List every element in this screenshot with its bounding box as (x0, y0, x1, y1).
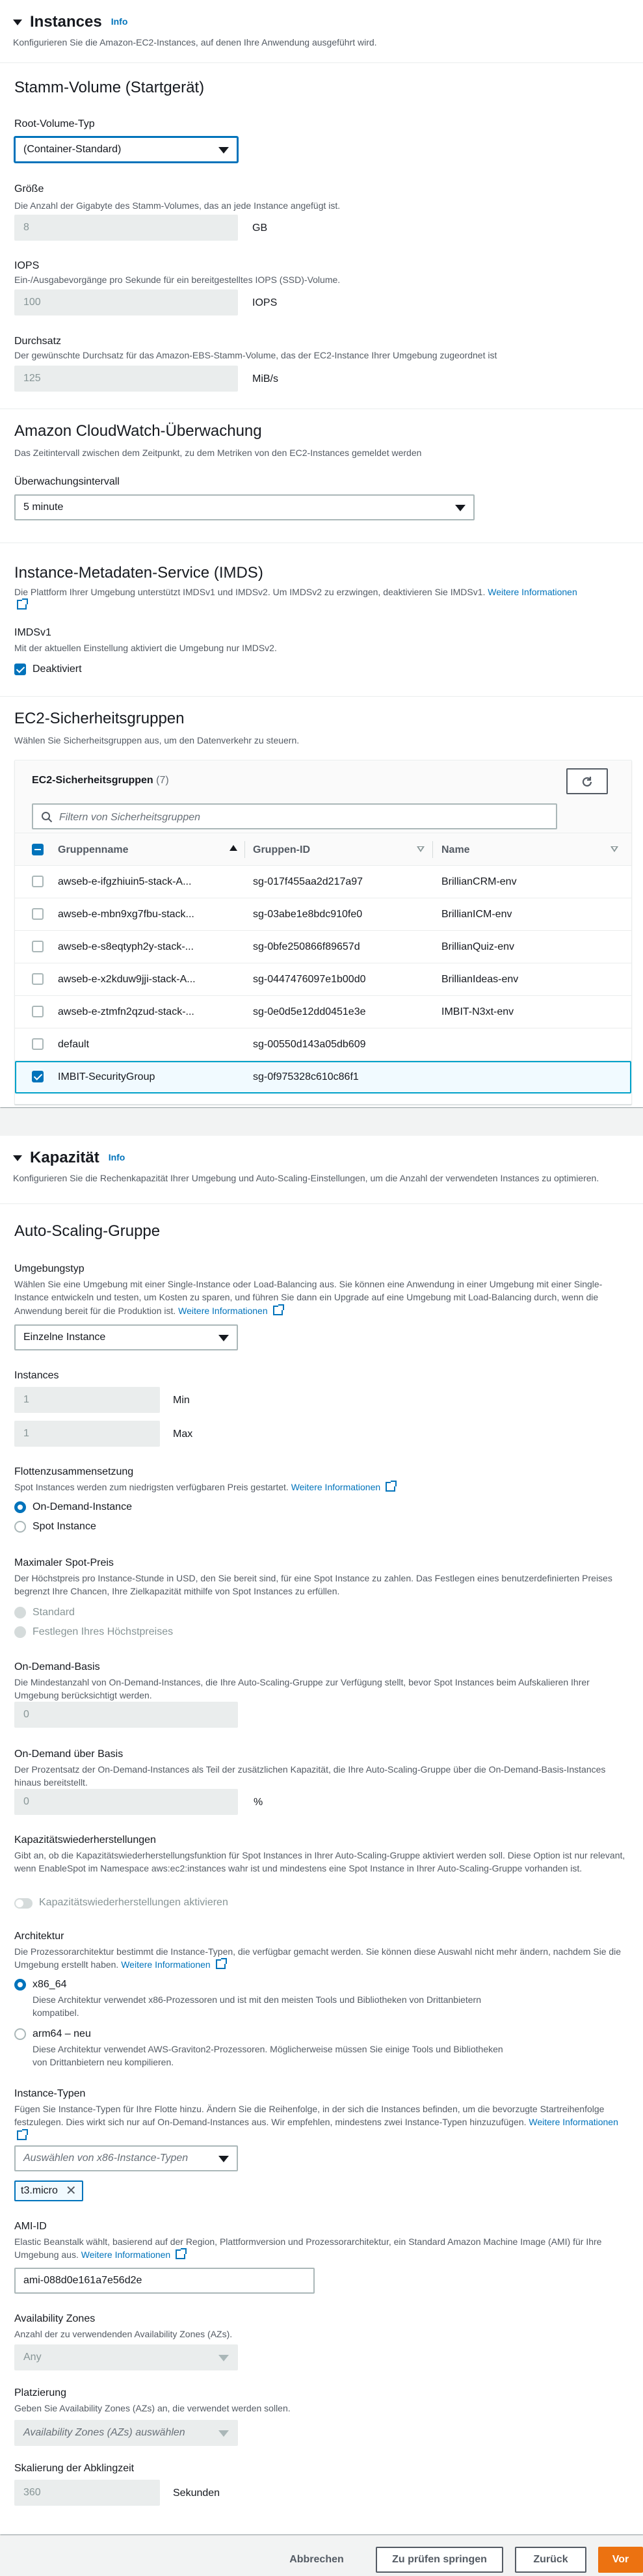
instances-panel (0, 0, 643, 1107)
refresh-button[interactable] (566, 768, 608, 794)
row-group-id: sg-0f975328c610c86f1 (253, 1071, 359, 1082)
token-label: t3.micro (21, 2184, 58, 2196)
arch-x86-label: x86_64 (33, 1979, 67, 1990)
od-base-description: Die Mindestanzahl von On-Demand-Instances, die Ihre Auto-Scaling-Gruppe zur Verfügung stellt, bevor Spot Instances beim Aufskalieren Ihrer Umgebung berücksichtigt werden. (14, 1677, 590, 1701)
security-groups-description: Wählen Sie Sicherheitsgruppen aus, um den Datenverkehr zu steuern. (14, 735, 300, 745)
row-group-name: awseb-e-s8eqtyph2y-stack-... (58, 941, 194, 952)
table-row[interactable] (15, 866, 631, 898)
row-group-name: awseb-e-ifgzhiuin5-stack-A... (58, 876, 192, 887)
chevron-down-icon (218, 147, 229, 154)
divider (0, 696, 643, 697)
skip-to-review-button[interactable]: Zu prüfen springen (376, 2547, 503, 2573)
row-checkbox[interactable] (32, 941, 44, 952)
chevron-down-icon (218, 2430, 229, 2437)
filter-placeholder: Filtern von Sicherheitsgruppen (59, 812, 201, 823)
instances-info-link[interactable]: Info (111, 16, 128, 27)
placement-select[interactable] (14, 2420, 238, 2446)
az-label: Availability Zones (14, 2313, 96, 2324)
arch-desc-text: Die Prozessorarchitektur bestimmt die Instance-Typen, die verfügbar gemacht werden. Sie können diese Auswahl nicht mehr ändern, nachdem Sie die Umgebung erstellt haben. (14, 1946, 622, 1970)
placement-description: Geben Sie Availability Zones (AZs) an, die verwendet werden sollen. (14, 2403, 291, 2413)
size-input[interactable] (14, 215, 238, 241)
column-header-name[interactable]: Name (441, 844, 470, 855)
capacity-header (0, 1136, 643, 1185)
max-unit: Max (173, 1429, 193, 1440)
row-name: BrillianCRM-env (441, 876, 517, 887)
table-column-headers (15, 833, 631, 866)
types-more-info-link[interactable]: Weitere Informationen (529, 2117, 618, 2128)
row-group-id: sg-0e0d5e12dd0451e3e (253, 1006, 366, 1017)
column-header-group-id[interactable]: Gruppen-ID (253, 844, 310, 855)
capacity-info-link[interactable]: Info (108, 1152, 125, 1163)
spot-instance-radio[interactable] (14, 1521, 26, 1533)
throughput-input[interactable] (14, 366, 238, 392)
imdsv1-disabled-checkbox[interactable] (14, 664, 26, 675)
max-spot-label: Maximaler Spot-Preis (14, 1557, 114, 1568)
row-name: BrillianQuiz-env (441, 941, 515, 952)
iops-description: Ein-/Ausgabevorgänge pro Sekunde für ein bereitgestelltes IOPS (SSD)-Volume. (14, 275, 341, 285)
row-name: BrillianIdeas-env (441, 974, 519, 985)
table-count: (7) (156, 775, 169, 786)
iops-input[interactable] (14, 289, 238, 315)
architecture-description (14, 1945, 632, 1972)
az-value: Any (23, 2351, 42, 2363)
imdsv1-checkbox-label: Deaktiviert (33, 664, 82, 675)
imdsv1-label: IMDSv1 (14, 627, 51, 638)
security-groups-table-title (32, 773, 169, 788)
cooldown-input[interactable] (14, 2480, 160, 2506)
size-label: Größe (14, 183, 44, 195)
select-all-checkbox[interactable] (32, 844, 44, 855)
chevron-down-icon (218, 1335, 229, 1341)
search-icon (41, 811, 53, 823)
od-base-label: On-Demand-Basis (14, 1661, 100, 1672)
max-spot-standard-label: Standard (33, 1607, 75, 1618)
spot-instance-label: Spot Instance (33, 1521, 96, 1532)
arch-arm-label: arm64 – neu (33, 2028, 91, 2039)
security-groups-table-header (15, 760, 631, 833)
min-value: 1 (23, 1393, 29, 1405)
row-group-id: sg-0447476097e1b00d0 (253, 974, 366, 985)
external-link-icon[interactable] (17, 2130, 27, 2140)
interval-select[interactable] (14, 494, 475, 520)
env-type-value: Einzelne Instance (23, 1331, 106, 1343)
max-value: 1 (23, 1427, 29, 1439)
row-checkbox[interactable] (32, 876, 44, 887)
table-row[interactable] (15, 931, 631, 963)
capacity-description: Konfigurieren Sie die Rechenkapazität Ihrer Umgebung und Auto-Scaling-Einstellungen, um die Anzahl der verwendeten Instances zu optimieren. (13, 1173, 599, 1183)
interval-label: Überwachungsintervall (14, 476, 120, 487)
instances-title: Instances (30, 13, 102, 31)
ami-more-info-link[interactable]: Weitere Informationen (81, 2249, 171, 2261)
az-description: Anzahl der zu verwendenden Availability Zones (AZs). (14, 2329, 233, 2339)
od-above-unit: % (254, 1797, 263, 1808)
env-type-description (14, 1278, 632, 1317)
arch-x86-description: Diese Architektur verwendet x86-Prozessoren und ist mit den meisten Tools und Bibliotheken von Drittanbietern kompatibel. (33, 1994, 481, 2019)
chevron-down-icon (218, 2355, 229, 2361)
rebalance-description: Gibt an, ob die Kapazitätswiederherstellungsfunktion für Spot Instances in Ihrer Auto-Scaling-Gruppe aktiviert werden soll. Diese Option ist nur relevant, wenn EnableSpot im Namespace aws:ec2:instances wahr ist und mindestens eine Spot Instance in Ihrer Auto-Scaling-Gruppe vorhanden ist. (14, 1850, 625, 1874)
asg-heading: Auto-Scaling-Gruppe (14, 1222, 161, 1240)
back-button[interactable]: Zurück (515, 2547, 586, 2573)
external-link-icon[interactable] (17, 600, 27, 610)
imds-description (14, 585, 632, 612)
iops-value: 100 (23, 296, 41, 308)
placement-placeholder: Availability Zones (AZs) auswählen (23, 2426, 185, 2438)
placement-label: Platzierung (14, 2387, 67, 2398)
max-spot-standard-radio[interactable] (14, 1607, 26, 1618)
external-link-icon[interactable] (386, 1482, 395, 1492)
row-group-id: sg-00550d143a05db609 (253, 1039, 366, 1050)
instances-label: Instances (14, 1370, 59, 1381)
rebalance-label: Kapazitätswiederherstellungen (14, 1834, 156, 1845)
od-base-value: 0 (23, 1708, 29, 1720)
table-row[interactable] (15, 996, 631, 1028)
row-checkbox[interactable] (32, 908, 44, 920)
row-name: IMBIT-N3xt-env (441, 1006, 514, 1017)
throughput-label: Durchsatz (14, 336, 62, 347)
throughput-unit: MiB/s (252, 373, 278, 384)
instance-types-select[interactable] (14, 2145, 238, 2171)
table-row[interactable] (15, 1028, 631, 1061)
instances-description: Konfigurieren Sie die Amazon-EC2-Instances, auf denen Ihre Anwendung ausgeführt wird. (13, 37, 377, 47)
fleet-desc-text: Spot Instances werden zum niedrigsten verfügbaren Preis gestartet. (14, 1482, 289, 1492)
row-group-name: IMBIT-SecurityGroup (58, 1071, 155, 1082)
divider (0, 1203, 643, 1204)
size-description: Die Anzahl der Gigabyte des Stamm-Volumes, das an jede Instance angefügt ist. (14, 200, 341, 211)
table-row-selected[interactable] (15, 1061, 631, 1093)
column-separator[interactable] (432, 841, 433, 858)
arch-x86-radio[interactable] (14, 1979, 26, 1991)
max-spot-custom-radio[interactable] (14, 1626, 26, 1638)
cancel-button[interactable]: Abbrechen (289, 2553, 344, 2565)
min-instances-input[interactable] (14, 1387, 160, 1413)
on-demand-label: On-Demand-Instance (33, 1501, 132, 1512)
row-group-name: awseb-e-mbn9xg7fbu-stack... (58, 909, 194, 920)
close-icon[interactable]: ✕ (65, 2184, 77, 2198)
instance-types-description (14, 2102, 632, 2142)
iops-unit: IOPS (252, 297, 278, 308)
refresh-icon (581, 775, 594, 788)
throughput-value: 125 (23, 372, 41, 384)
external-link-icon[interactable] (216, 1959, 226, 1969)
row-checkbox[interactable] (32, 1038, 44, 1050)
chevron-down-icon (455, 505, 466, 511)
row-group-name: awseb-e-x2kduw9jji-stack-A... (58, 974, 196, 985)
collapse-caret-icon[interactable] (13, 1155, 22, 1161)
instances-header (0, 0, 643, 49)
od-base-input[interactable] (14, 1702, 238, 1728)
column-header-group-name[interactable]: Gruppenname (58, 844, 129, 855)
table-row[interactable] (15, 963, 631, 996)
on-demand-radio[interactable] (14, 1501, 26, 1513)
sort-icon[interactable] (417, 846, 425, 852)
row-group-id: sg-0bfe250866f89657d (253, 941, 360, 952)
cloudwatch-heading: Amazon CloudWatch-Überwachung (14, 422, 262, 440)
root-volume-type-label: Root-Volume-Typ (14, 118, 95, 129)
security-groups-table (14, 760, 632, 1105)
architecture-label: Architektur (14, 1931, 64, 1942)
table-title-text: EC2-Sicherheitsgruppen (32, 775, 153, 786)
imdsv1-description: Mit der aktuellen Einstellung aktiviert die Umgebung nur IMDSv2. (14, 643, 277, 653)
size-value: 8 (23, 221, 29, 233)
row-name: BrillianICM-env (441, 909, 512, 920)
od-above-label: On-Demand über Basis (14, 1749, 124, 1760)
security-groups-filter-input[interactable] (32, 803, 557, 829)
od-above-input[interactable] (14, 1789, 238, 1815)
instance-types-label: Instance-Typen (14, 2088, 86, 2099)
iops-label: IOPS (14, 260, 40, 271)
arch-arm-radio[interactable] (14, 2028, 26, 2040)
types-desc-text: Fügen Sie Instance-Typen für Ihre Flotte hinzu. Ändern Sie die Reihenfolge, in der sich die Instances befinden, um die bevorzugte Startreihenfolge festzulegen. Dies wirkt sich nur auf On-Demand-Instances aus. Wir empfehlen, mindestens zwei Instance-Typen hinzuzufügen. (14, 2104, 605, 2128)
max-instances-input[interactable] (14, 1421, 160, 1447)
fleet-more-info-link[interactable]: Weitere Informationen (291, 1482, 381, 1492)
env-type-desc-text: Wählen Sie eine Umgebung mit einer Single-Instance oder Load-Balancing aus. Sie können eine Anwendung in einer Umgebung mit einer Single-Instance entwickeln und testen, um Kosten zu sparen, und führen Sie dann ein Upgrade auf eine Umgebung mit Load-Balancing durch, wenn die Anwendung bereit für die Produktion ist. (14, 1279, 603, 1316)
cloudwatch-description: Das Zeitintervall zwischen dem Zeitpunkt, zu dem Metriken von den EC2-Instances gemeldet werden (14, 448, 422, 458)
imds-heading: Instance-Metadaten-Service (IMDS) (14, 564, 263, 582)
env-type-more-info-link[interactable]: Weitere Informationen (178, 1305, 268, 1316)
external-link-icon[interactable] (176, 2249, 185, 2259)
sort-icon[interactable] (610, 846, 618, 852)
instance-type-token (14, 2180, 83, 2201)
external-link-icon[interactable] (273, 1306, 283, 1315)
cooldown-value: 360 (23, 2486, 41, 2498)
ami-desc-text: Elastic Beanstalk wählt, basierend auf der Region, Plattformversion und Prozessorarchitektur, ein Standard Amazon Machine Image (AMI) für Ihre Umgebung aus. (14, 2236, 602, 2261)
size-unit: GB (252, 222, 268, 234)
column-separator[interactable] (244, 841, 245, 858)
instance-types-placeholder: Auswählen von x86-Instance-Typen (23, 2152, 189, 2164)
security-groups-heading: EC2-Sicherheitsgruppen (14, 710, 185, 727)
capacity-title: Kapazität (30, 1149, 99, 1167)
ami-id-label: AMI-ID (14, 2221, 47, 2232)
imds-desc-text: Die Plattform Ihrer Umgebung unterstützt IMDSv1 und IMDSv2. Um IMDSv2 zu erzwingen, deaktivieren Sie IMDSv1. (14, 587, 486, 597)
rebalance-toggle-label: Kapazitätswiederherstellungen aktivieren (39, 1897, 228, 1908)
cooldown-unit: Sekunden (173, 2488, 220, 2499)
od-above-description: Der Prozentsatz der On-Demand-Instances als Teil der zusätzlichen Kapazität, die Ihre Auto-Scaling-Gruppe über die On-Demand-Basis-Instances hinaus bereitstellt. (14, 1764, 606, 1788)
row-group-name: awseb-e-ztmfn2qzud-stack-... (58, 1006, 194, 1017)
max-spot-description: Der Höchstpreis pro Instance-Stunde in USD, den Sie bereit sind, für eine Spot Instance zu zahlen. Das Festlegen eines benutzerdefinierten Preises begrenzt Ihre Chancen, Ihre Zielkapazität mithilfe von Spot Instances zu erfüllen. (14, 1573, 612, 1597)
ami-id-description (14, 2235, 632, 2262)
imds-more-info-link[interactable]: Weitere Informationen (488, 587, 577, 597)
cooldown-label: Skalierung der Abklingzeit (14, 2463, 135, 2474)
table-row[interactable] (15, 898, 631, 931)
env-type-select[interactable] (14, 1324, 238, 1350)
row-group-id: sg-03abe1e8bdc910fe0 (253, 909, 363, 920)
arch-more-info-link[interactable]: Weitere Informationen (121, 1959, 211, 1970)
root-volume-type-value: (Container-Standard) (23, 143, 122, 155)
fleet-label: Flottenzusammensetzung (14, 1466, 134, 1477)
interval-value: 5 minute (23, 501, 64, 513)
env-type-label: Umgebungstyp (14, 1263, 85, 1274)
chevron-down-icon (218, 2156, 229, 2162)
min-unit: Min (173, 1395, 190, 1406)
collapse-caret-icon[interactable] (13, 20, 22, 25)
row-checkbox[interactable] (32, 973, 44, 985)
next-button[interactable]: Vor (598, 2547, 643, 2573)
fleet-description (14, 1481, 395, 1494)
row-checkbox[interactable] (32, 1006, 44, 1017)
max-spot-custom-label: Festlegen Ihres Höchstpreises (33, 1626, 174, 1637)
root-volume-type-select[interactable] (14, 137, 238, 163)
sort-ascending-icon[interactable] (230, 845, 237, 851)
ami-id-value: ami-088d0e161a7e56d2e (23, 2274, 142, 2286)
ami-id-input[interactable] (14, 2268, 315, 2294)
az-select[interactable] (14, 2344, 238, 2370)
rebalance-toggle[interactable] (14, 1898, 33, 1909)
throughput-description: Der gewünschte Durchsatz für das Amazon-EBS-Stamm-Volume, das der EC2-Instance Ihrer Umgebung zugeordnet ist (14, 350, 497, 360)
row-group-name: default (58, 1039, 90, 1050)
capacity-panel (0, 1136, 643, 2534)
divider (0, 62, 643, 63)
row-group-id: sg-017f455aa2d217a97 (253, 876, 363, 887)
od-above-value: 0 (23, 1795, 29, 1807)
root-volume-heading: Stamm-Volume (Startgerät) (14, 79, 205, 96)
row-checkbox[interactable] (32, 1071, 44, 1082)
arch-arm-description: Diese Architektur verwendet AWS-Graviton2-Prozessoren. Möglicherweise müssen Sie einige Tools und Bibliotheken von Drittanbietern neu kompilieren. (33, 2044, 503, 2068)
